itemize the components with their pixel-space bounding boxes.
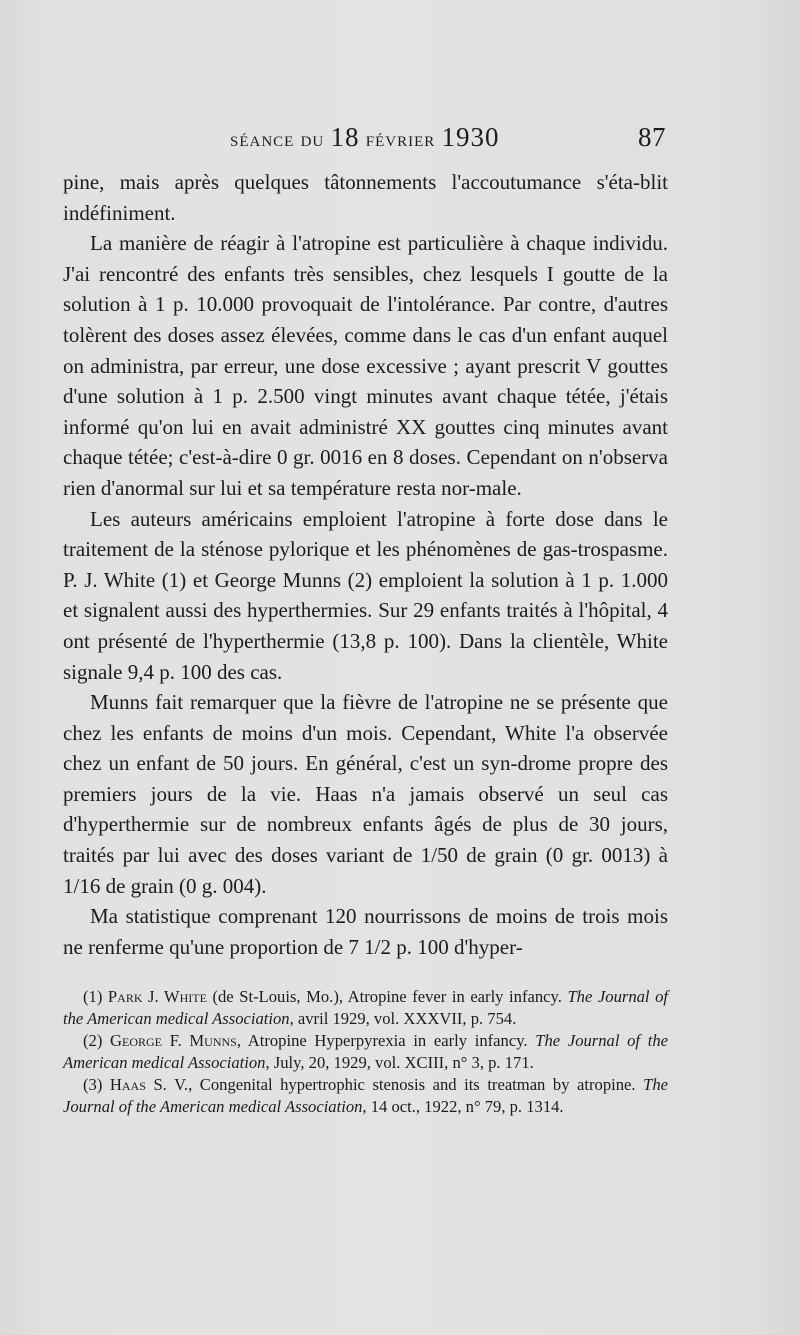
footnote-1: (1) Park J. White (de St-Louis, Mo.), Atropine fever in early infancy. The Journal of the American medical Association, avril 1929, vol. XXXVII, p. 754. xyxy=(63,987,669,1028)
running-title-date: 18 xyxy=(330,122,360,152)
paragraph-statistics: Ma statistique comprenant 120 nourrissons de moins de trois mois ne renferme qu'une proportion de 7 1/2 p. 100 d'hyper- xyxy=(63,904,668,959)
footnote-2: (2) George F. Munns, Atropine Hyperpyrexia in early infancy. The Journal of the American medical Association, July, 20, 1929, vol. XCIII, n° 3, p. 171. xyxy=(63,1031,668,1072)
page-header xyxy=(230,122,666,152)
paragraph-american-authors: Les auteurs américains emploient l'atropine à forte dose dans le traitement de la sténose pylorique et les phénomènes de gas-trospasme. P. J. White (1) et George Munns (2) emploient la solution à 1 p. 1.000 et signalent aussi des hyperthermies. Sur 29 enfants traités à l'hôpital, 4 ont présenté de l'hyperthermie (13,8 p. 100). Dans la clientèle, White signale 9,4 p. 100 des cas. xyxy=(63,506,668,684)
footnote-author: George F. Munns xyxy=(110,1031,237,1050)
footnote-journal: The Journal of the American medical Association xyxy=(63,987,669,1028)
body-text xyxy=(63,167,668,962)
paragraph-atropine-reaction: La manière de réagir à l'atropine est particulière à chaque individu. J'ai rencontré des enfants très sensibles, chez lesquels I goutte de la solution à 1 p. 10.000 provoquait de l'intolérance. Par contre, d'autres tolèrent des doses assez élevées, comme dans le cas d'un enfant auquel on administra, par erreur, une dose excessive ; ayant prescrit V gouttes d'une solution à 1 p. 2.500 vingt minutes avant chaque tétée, j'étais informé qu'on lui en avait administré XX gouttes cinq minutes avant chaque tétée; c'est-à-dire 0 gr. 0016 en 8 doses. Cependant on n'observa rien d'anormal sur lui et sa température resta nor-male. xyxy=(63,231,668,500)
footnotes xyxy=(63,986,668,1118)
paragraph-munns-fever: Munns fait remarquer que la fièvre de l'atropine ne se présente que chez les enfants de moins d'un mois. Cependant, White l'a observée chez un enfant de 50 jours. En général, c'est un syn-drome propre des premiers jours de la vie. Haas n'a jamais observé un seul cas d'hyperthermie sur de nombreux enfants âgés de plus de 30 jours, traités par lui avec des doses variant de 1/50 de grain (0 gr. 0013) à 1/16 de grain (0 g. 004). xyxy=(63,690,668,898)
running-title-year: 1930 xyxy=(441,122,500,152)
footnote-journal: The Journal of the American medical Association xyxy=(63,1075,669,1116)
footnote-author: Haas S. V. xyxy=(109,1075,189,1094)
running-title-prefix: séance du xyxy=(230,127,331,151)
page-number: 87 xyxy=(638,122,666,152)
footnote-author: Park J. White xyxy=(107,987,207,1006)
running-title-month: février xyxy=(359,127,442,151)
footnote-3: (3) Haas S. V., Congenital hypertrophic stenosis and its treatman by atropine. The Journal of the American medical Association, 14 oct., 1922, n° 79, p. 1314. xyxy=(63,1075,669,1116)
running-title xyxy=(230,122,500,154)
paragraph-continuation: pine, mais après quelques tâtonnements l'accoutumance s'éta-blit indéfiniment. xyxy=(63,170,668,225)
footnote-journal: The Journal of the American medical Association xyxy=(63,1031,668,1072)
